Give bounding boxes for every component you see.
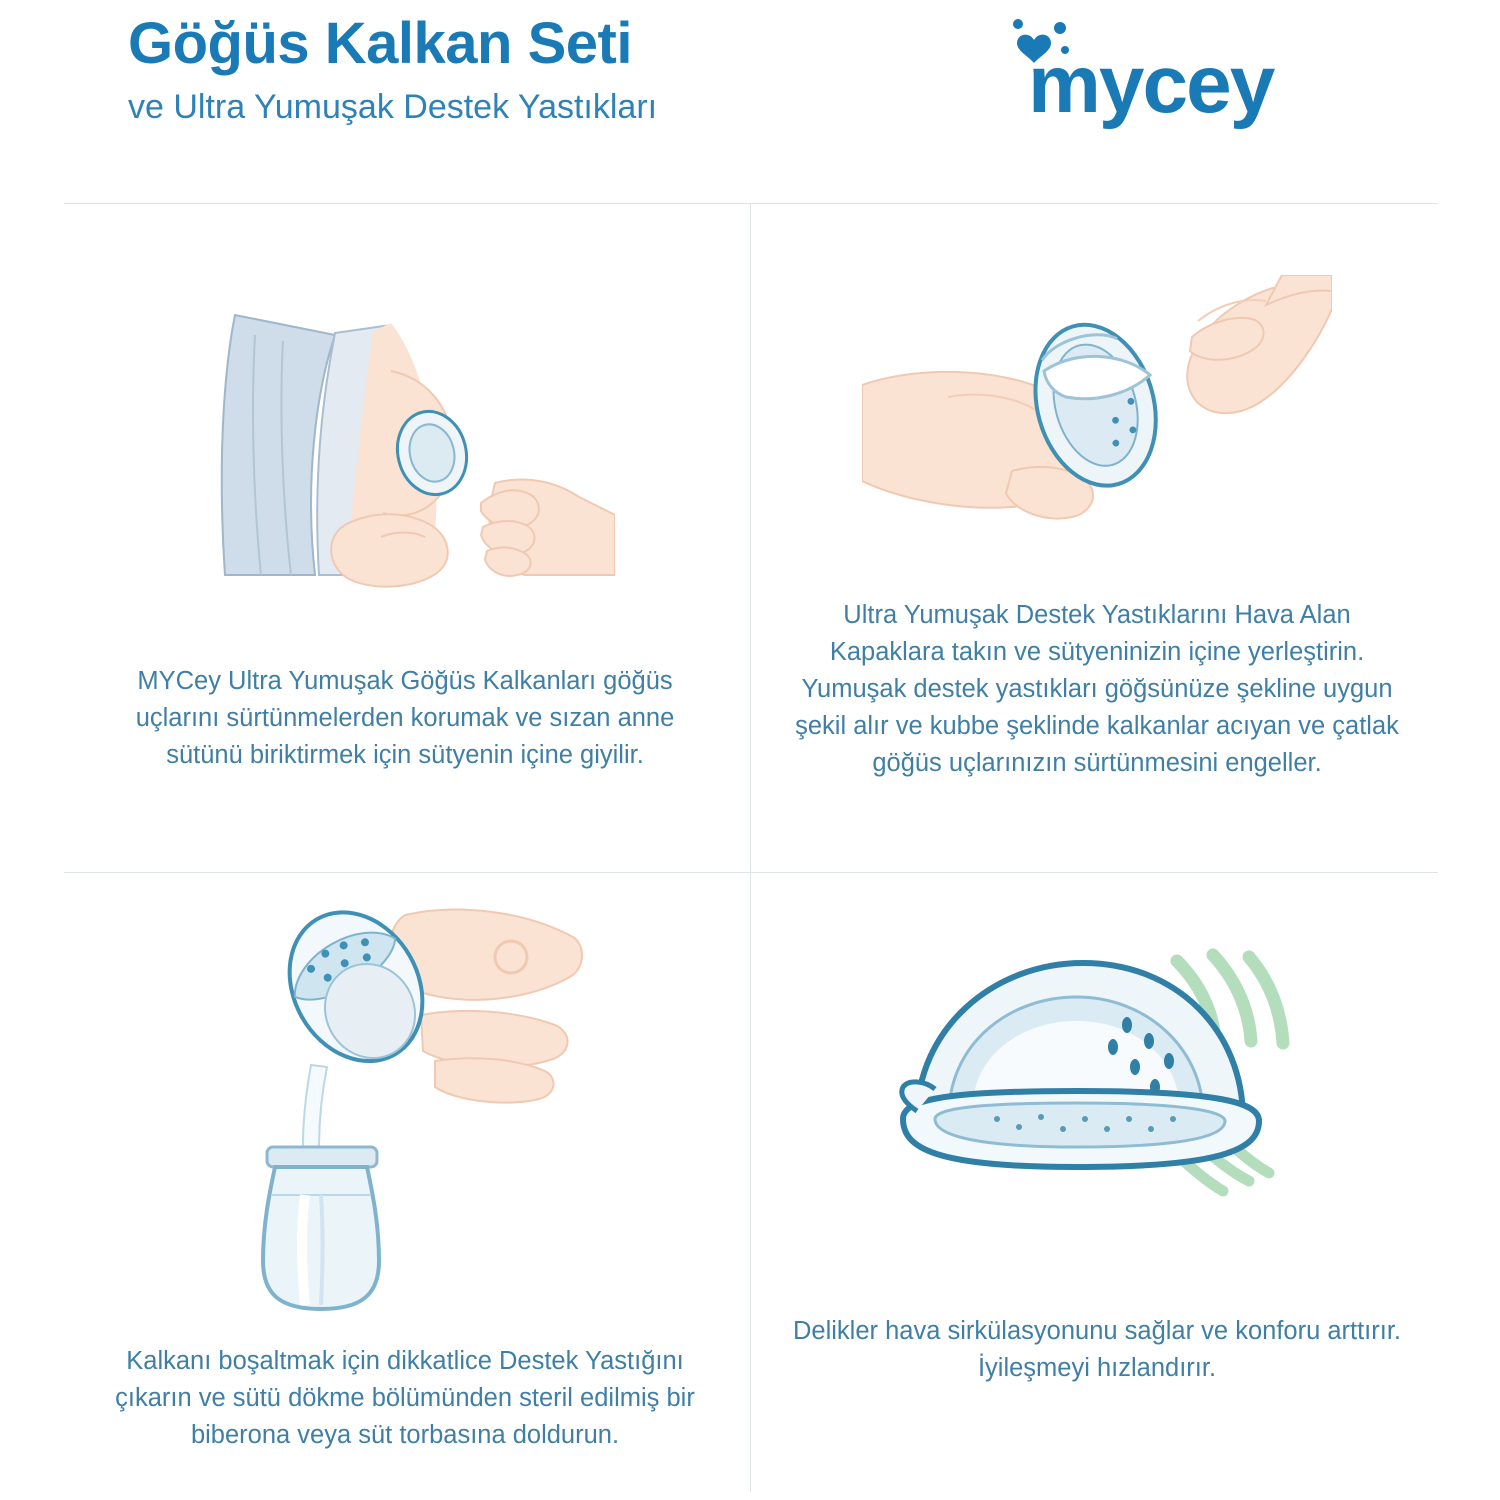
panel-4-caption: Delikler hava sirkülasyonunu sağlar ve konforu arttırır. İyileşmeyi hızlandırır.: [792, 1317, 1402, 1382]
page-subtitle: ve Ultra Yumuşak Destek Yastıkları: [128, 87, 658, 126]
panel-3: [64, 875, 746, 1495]
panel-1-caption: MYCey Ultra Yumuşak Göğüs Kalkanları göğüs uçlarını sürtünmelerden korumak ve sızan anne sütünü biriktirmek için sütyenin içine giyilir.: [135, 667, 675, 769]
panel-1: [64, 205, 746, 873]
panel-4: [756, 875, 1438, 1495]
air-circulation-holes-icon: [877, 905, 1317, 1235]
panel-2-caption: Ultra Yumuşak Destek Yastıklarını Hava Alan Kapaklara takın ve sütyeninizin içine yerleştirin. Yumuşak destek yastıkları göğsünüze şekline uygun şekil alır ve kubbe şeklinde kalkanlar acıyan ve çatlak göğüs uçlarınızın sürtünmesini engeller.: [795, 601, 1399, 777]
woman-placing-shield-in-bra-icon: [195, 275, 615, 605]
brand-logo: [1010, 18, 1360, 148]
divider-top: [64, 203, 1438, 204]
panel-3-illustration: [64, 895, 746, 1335]
header: [0, 0, 1500, 200]
panel-2: [756, 205, 1438, 873]
panel-4-illustration: [756, 905, 1438, 1305]
divider-vertical-top: [750, 203, 751, 872]
page-title: Göğüs Kalkan Seti: [128, 11, 632, 76]
panel-1-illustration: [64, 275, 746, 615]
logo-wordmark: mycey: [1028, 39, 1274, 130]
pouring-milk-into-bottle-icon: [225, 895, 585, 1325]
hands-attaching-pad-to-shield-icon: [862, 275, 1332, 565]
divider-vertical-bottom: [750, 872, 751, 1492]
panel-2-illustration: [756, 275, 1438, 575]
title-block: [128, 11, 658, 128]
panel-3-caption: Kalkanı boşaltmak için dikkatlice Destek Yastığını çıkarın ve sütü dökme bölümünden steril edilmiş bir biberona veya süt torbasına doldurun.: [115, 1347, 695, 1449]
